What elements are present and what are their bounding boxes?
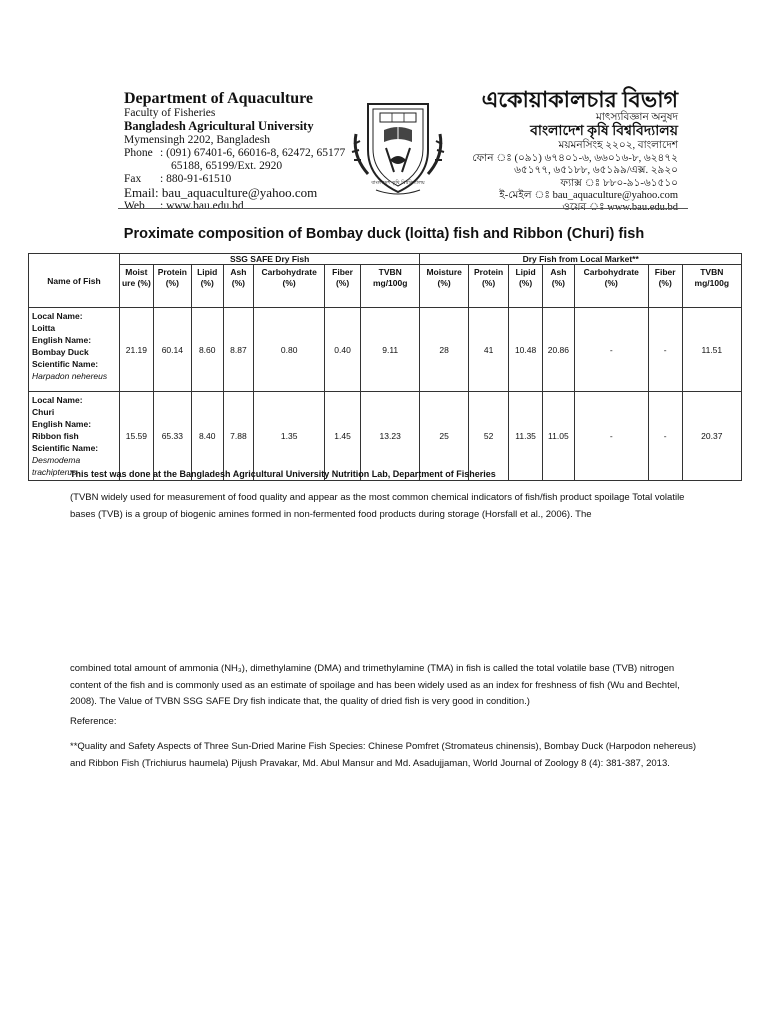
table-cell: 65.33	[153, 392, 191, 481]
column-header: Lipid (%)	[509, 265, 543, 308]
web-line	[124, 200, 345, 213]
web-label: Web	[124, 199, 145, 212]
table-group-header-row	[29, 254, 742, 265]
fax-label: Fax	[124, 173, 142, 186]
local-name: Churi	[32, 407, 55, 417]
fish-name-cell	[29, 392, 120, 481]
letterhead-english	[124, 92, 345, 213]
table-cell: 8.40	[191, 392, 223, 481]
scientific-name-label: Scientific Name:	[32, 359, 99, 369]
local-name: Loitta	[32, 323, 56, 333]
column-header: Carbohydrate (%)	[574, 265, 648, 308]
ssg-group-header: SSG SAFE Dry Fish	[119, 254, 419, 265]
column-header: TVBN mg/100g	[682, 265, 741, 308]
letterhead	[110, 84, 688, 216]
table-cell: 11.35	[509, 392, 543, 481]
email-line	[124, 186, 345, 199]
column-header: Moisture (%)	[420, 265, 469, 308]
english-name: Bombay Duck	[32, 347, 89, 357]
address: Mymensingh 2202, Bangladesh	[124, 133, 270, 146]
table-cell: -	[574, 308, 648, 392]
table-cell: 20.86	[543, 308, 575, 392]
university-seal-icon	[346, 94, 450, 198]
local-name-label: Local Name:	[32, 311, 83, 321]
table-cell: 52	[468, 392, 508, 481]
faculty-name: Faculty of Fisheries	[124, 107, 216, 120]
table-cell: 0.80	[254, 308, 325, 392]
fish-name-cell	[29, 308, 120, 392]
phone-line-2	[124, 160, 345, 173]
university-name-bn: বাংলাদেশ কৃষি বিশ্ববিদ্যালয়	[530, 124, 678, 140]
name-of-fish-header: Name of Fish	[29, 254, 120, 308]
web-bn: ওয়েব ঃ www.bau.edu.bd	[562, 202, 678, 214]
column-header: Lipid (%)	[191, 265, 223, 308]
table-cell: 0.40	[325, 308, 361, 392]
department-name-bn: একোয়াকালচার বিভাগ	[481, 87, 678, 112]
university-name: Bangladesh Agricultural University	[124, 119, 314, 134]
local-name-label: Local Name:	[32, 395, 83, 405]
table-column-header-row	[29, 265, 742, 308]
letterhead-bangla	[472, 88, 678, 215]
table-cell: -	[574, 392, 648, 481]
column-header: TVBN mg/100g	[361, 265, 420, 308]
phone-bn: ফোন ঃ (০৯১) ৬৭৪০১-৬, ৬৬০১৬-৮, ৬২৪৭২	[472, 152, 678, 164]
table-cell: 1.35	[254, 392, 325, 481]
column-header: Ash (%)	[223, 265, 254, 308]
phone-label: Phone	[124, 146, 153, 159]
table-cell: -	[648, 308, 682, 392]
fax-number: : 880-91-61510	[160, 173, 232, 186]
table-cell: 9.11	[361, 308, 420, 392]
table-cell: 8.60	[191, 308, 223, 392]
table-cell: 60.14	[153, 308, 191, 392]
faculty-name-bn: মাৎস্যবিজ্ঞান অনুষদ	[596, 112, 678, 123]
address-bn: ময়মনসিংহ ২২০২, বাংলাদেশ	[558, 140, 678, 152]
table-row	[29, 392, 742, 481]
email-label: Email:	[124, 185, 159, 201]
web-address: : www.bau.edu.bd	[160, 199, 244, 212]
table-cell: 13.23	[361, 392, 420, 481]
scientific-name: Desmodema trachipterus	[32, 455, 81, 477]
table-cell: -	[648, 392, 682, 481]
column-header: Moist ure (%)	[119, 265, 153, 308]
reference-text: **Quality and Safety Aspects of Three Sun-Dried Marine Fish Species: Chinese Pomfret (Stromateus chinensis), Bombay Duck (Harpodon nehereus) and Ribbon Fish (Trichiurus haumela) Pijush Pravakar, Md. Abul Mansur and Md. Asadujjaman, World Journal of Zoology 8 (4): 381-387, 2013.	[70, 741, 697, 769]
table-cell: 21.19	[119, 308, 153, 392]
table-cell: 15.59	[119, 392, 153, 481]
local-group-header: Dry Fish from Local Market**	[420, 254, 742, 265]
seal-inscription: বাংলাদেশ কৃষি বিশ্ববিদ্যালয়	[371, 180, 425, 186]
column-header: Ash (%)	[543, 265, 575, 308]
table-cell: 11.51	[682, 308, 741, 392]
scientific-name-label: Scientific Name:	[32, 443, 99, 453]
phone-numbers-2: 65188, 65199/Ext. 2920	[171, 160, 283, 173]
scientific-name: Harpadon nehereus	[32, 371, 108, 381]
table-cell: 8.87	[223, 308, 254, 392]
column-header: Protein (%)	[468, 265, 508, 308]
table-cell: 25	[420, 392, 469, 481]
phone-numbers: : (091) 67401-6, 66016-8, 62472, 65177	[160, 146, 346, 159]
phone-bn-2: ৬৫১৭৭, ৬৫১৮৮, ৬৫১৯৯/এক্স. ২৯২০	[514, 165, 678, 177]
composition-table	[28, 253, 742, 481]
table-cell: 7.88	[223, 392, 254, 481]
english-name-label: English Name:	[32, 335, 92, 345]
email-address: bau_aquaculture@yahoo.com	[161, 185, 318, 201]
table-cell: 20.37	[682, 392, 741, 481]
column-header: Fiber (%)	[648, 265, 682, 308]
paragraph-tvbn-conclusion: combined total amount of ammonia (NH₃), dimethylamine (DMA) and trimethylamine (TMA) in fish is called the total volatile base (TVB) nitrogen content of the fish and is commonly used as an estimate of spoilage and has been widely used as an index for freshness of fish (Wu and Bechtel, 2008). The Value of TVBN SSG SAFE Dry fish indicate that, the quality of dried fish is very good in condition.)	[70, 663, 680, 707]
column-header: Fiber (%)	[325, 265, 361, 308]
table-cell: 41	[468, 308, 508, 392]
table-cell: 1.45	[325, 392, 361, 481]
lab-note: This test was done at the Bangladesh Agricultural University Nutrition Lab, Department of Fisheries	[70, 469, 496, 479]
table-row	[29, 308, 742, 392]
column-header: Carbohydrate (%)	[254, 265, 325, 308]
table-cell: 11.05	[543, 392, 575, 481]
column-header: Protein (%)	[153, 265, 191, 308]
table-cell: 28	[420, 308, 469, 392]
letterhead-divider	[118, 208, 688, 209]
department-name: Department of Aquaculture	[124, 90, 314, 107]
table-cell: 10.48	[509, 308, 543, 392]
english-name-label: English Name:	[32, 419, 92, 429]
english-name: Ribbon fish	[32, 431, 79, 441]
phone-line	[124, 147, 345, 160]
fax-bn: ফ্যাক্স ঃ ৮৮০-৯১-৬১৫১০	[560, 177, 678, 189]
email-bn: ই-মেইল ঃ bau_aquaculture@yahoo.com	[499, 190, 678, 202]
reference-heading: Reference:	[70, 716, 117, 727]
paragraph-tvbn-intro: (TVBN widely used for measurement of food quality and appear as the most common chemical indicators of fish/fish product spoilage Total volatile bases (TVB) is a group of biogenic amines formed in non-fermented food products during storage (Horsfall et al., 2006). The	[70, 492, 685, 520]
document-title: Proximate composition of Bombay duck (loitta) fish and Ribbon (Churi) fish	[123, 226, 645, 242]
